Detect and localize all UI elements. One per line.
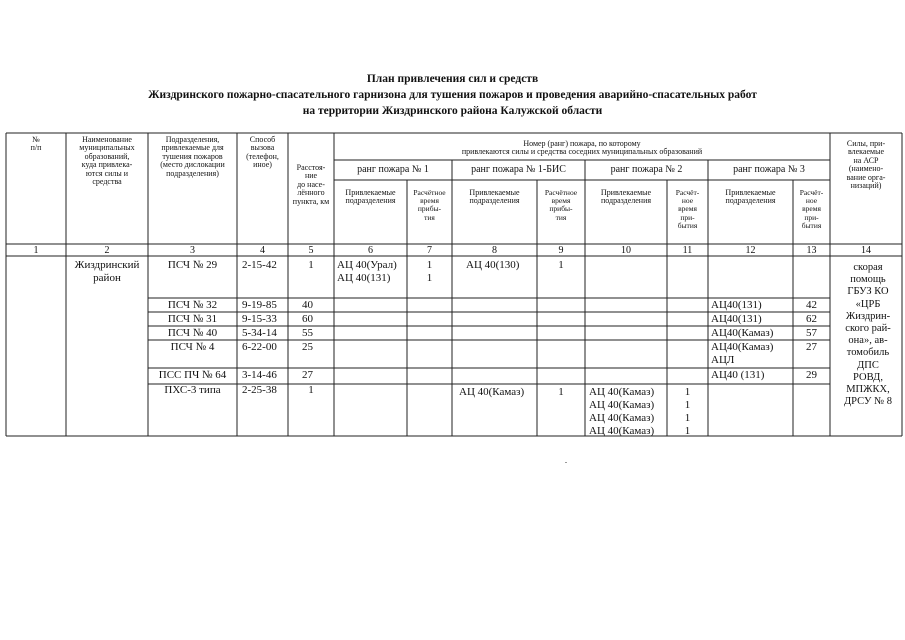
col-number-5: 5 bbox=[308, 245, 314, 256]
header-fire-rank-group: Номер (ранг) пожара, по которому привлекаются силы и средства соседних муниципальных образований bbox=[461, 139, 703, 157]
rank3-time: 42 bbox=[806, 299, 817, 311]
row-phone: 6-22-00 bbox=[242, 341, 277, 353]
header-rank-3: ранг пожара № 3 bbox=[733, 164, 805, 175]
col-number-2: 2 bbox=[104, 245, 110, 256]
col-number-4: 4 bbox=[260, 245, 265, 256]
header-time-rank-1-bis: Расчётное время прибы- тия bbox=[544, 188, 578, 222]
row-distance: 27 bbox=[302, 369, 313, 381]
title-line-3: на территории Жиздринского района Калужской области bbox=[302, 105, 603, 117]
col-number-10: 10 bbox=[621, 245, 631, 256]
header-municipality: Наименование муниципальных образований, куда привлека- ются силы и средства bbox=[79, 135, 135, 187]
row-phone: 2-15-42 bbox=[242, 259, 277, 271]
header-time-rank-2: Расчёт- ное время при- бытия bbox=[675, 188, 700, 230]
rank2-time: 1 1 1 1 bbox=[684, 386, 691, 437]
row-phone: 9-19-85 bbox=[242, 299, 277, 311]
row-distance: 1 bbox=[308, 259, 314, 271]
col-number-11: 11 bbox=[682, 245, 693, 256]
rank1bis-time: 1 bbox=[558, 259, 564, 271]
header-units-rank-1-bis: Привлекаемые подразделения bbox=[469, 188, 520, 206]
header-distance: Расстоя- ние до насе- лённого пункта, км bbox=[292, 163, 330, 206]
header-rank-2: ранг пожара № 2 bbox=[610, 164, 683, 175]
asr-forces: скорая помощь ГБУЗ КО «ЦРБ Жиздрин- ского рай- она», ав- томобиль ДПС РОВД, МПЖКХ, ДРСУ № 8 bbox=[844, 262, 892, 408]
rank3-time: 27 bbox=[806, 341, 817, 353]
row-unit: ПСЧ № 40 bbox=[167, 327, 218, 339]
row-unit: ПСЧ № 29 bbox=[167, 259, 218, 271]
header-asr-forces: Силы, при- влекаемые на АСР (наимено- вание орга- низаций) bbox=[846, 139, 886, 191]
col-number-13: 13 bbox=[806, 245, 817, 256]
rank3-units: АЦ40(131) bbox=[711, 313, 762, 325]
row-unit: ПСС ПЧ № 64 bbox=[158, 369, 227, 381]
header-rank-1: ранг пожара № 1 bbox=[357, 164, 429, 175]
col-number-14: 14 bbox=[861, 245, 871, 256]
row-distance: 1 bbox=[308, 384, 314, 396]
col-number-12: 12 bbox=[745, 245, 756, 256]
col-number-9: 9 bbox=[558, 245, 564, 256]
district-name: Жиздринский район bbox=[74, 259, 140, 284]
col-number-3: 3 bbox=[190, 245, 195, 256]
row-unit: ПХС-3 типа bbox=[164, 384, 221, 396]
row-unit: ПСЧ № 31 bbox=[167, 313, 218, 325]
rank1bis-units: АЦ 40(130) bbox=[466, 259, 520, 271]
col-number-6: 6 bbox=[368, 245, 373, 256]
header-units-rank-2: Привлекаемые подразделения bbox=[600, 188, 652, 206]
row-phone: 3-14-46 bbox=[242, 369, 277, 381]
header-time-rank-1: Расчётное время прибы- тия bbox=[413, 188, 446, 222]
rank3-units: АЦ40(Камаз) bbox=[711, 327, 774, 339]
row-phone: 9-15-33 bbox=[242, 313, 277, 325]
scan-speck bbox=[565, 462, 567, 463]
rank1-units: АЦ 40(Урал) АЦ 40(131) bbox=[337, 259, 397, 284]
col-number-1: 1 bbox=[33, 245, 39, 256]
rank3-time: 62 bbox=[806, 313, 817, 325]
row-unit: ПСЧ № 32 bbox=[167, 299, 218, 311]
rank1bis-time: 1 bbox=[558, 386, 564, 398]
rank1-time: 1 1 bbox=[426, 259, 433, 284]
rank1bis-units: АЦ 40(Камаз) bbox=[459, 386, 525, 398]
header-units: Подразделения, привлекаемые для тушения пожаров (место дислокации подразделения) bbox=[160, 135, 225, 178]
rank2-units: АЦ 40(Камаз) АЦ 40(Камаз) АЦ 40(Камаз) АЦ 40(Камаз) bbox=[589, 386, 655, 437]
title-line-1: План привлечения сил и средств bbox=[366, 73, 539, 85]
header-time-rank-3: Расчёт- ное время при- бытия bbox=[799, 188, 824, 230]
rank3-time: 29 bbox=[806, 369, 817, 381]
row-distance: 25 bbox=[302, 341, 313, 353]
row-distance: 55 bbox=[302, 327, 313, 339]
header-call-method: Способ вызова (телефон, иное) bbox=[246, 135, 279, 170]
header-units-rank-1: Привлекаемые подразделения bbox=[345, 188, 396, 206]
row-distance: 60 bbox=[302, 313, 313, 325]
row-phone: 2-25-38 bbox=[242, 384, 277, 396]
row-phone: 5-34-14 bbox=[242, 327, 277, 339]
col-number-8: 8 bbox=[492, 245, 497, 256]
rank3-time: 57 bbox=[806, 327, 817, 339]
rank3-units: АЦ40(Камаз) АЦЛ bbox=[711, 341, 774, 366]
title-line-2: Жиздринского пожарно-спасательного гарнизона для тушения пожаров и проведения аварийно-спасательных работ bbox=[148, 89, 757, 101]
header-number: № п/п bbox=[30, 135, 42, 153]
header-rank-1-bis: ранг пожара № 1-БИС bbox=[471, 164, 566, 175]
col-number-7: 7 bbox=[427, 245, 432, 256]
header-units-rank-3: Привлекаемые подразделения bbox=[725, 188, 776, 206]
row-unit: ПСЧ № 4 bbox=[170, 341, 215, 353]
rank3-units: АЦ40 (131) bbox=[711, 369, 765, 381]
row-distance: 40 bbox=[302, 299, 313, 311]
rank3-units: АЦ40(131) bbox=[711, 299, 762, 311]
